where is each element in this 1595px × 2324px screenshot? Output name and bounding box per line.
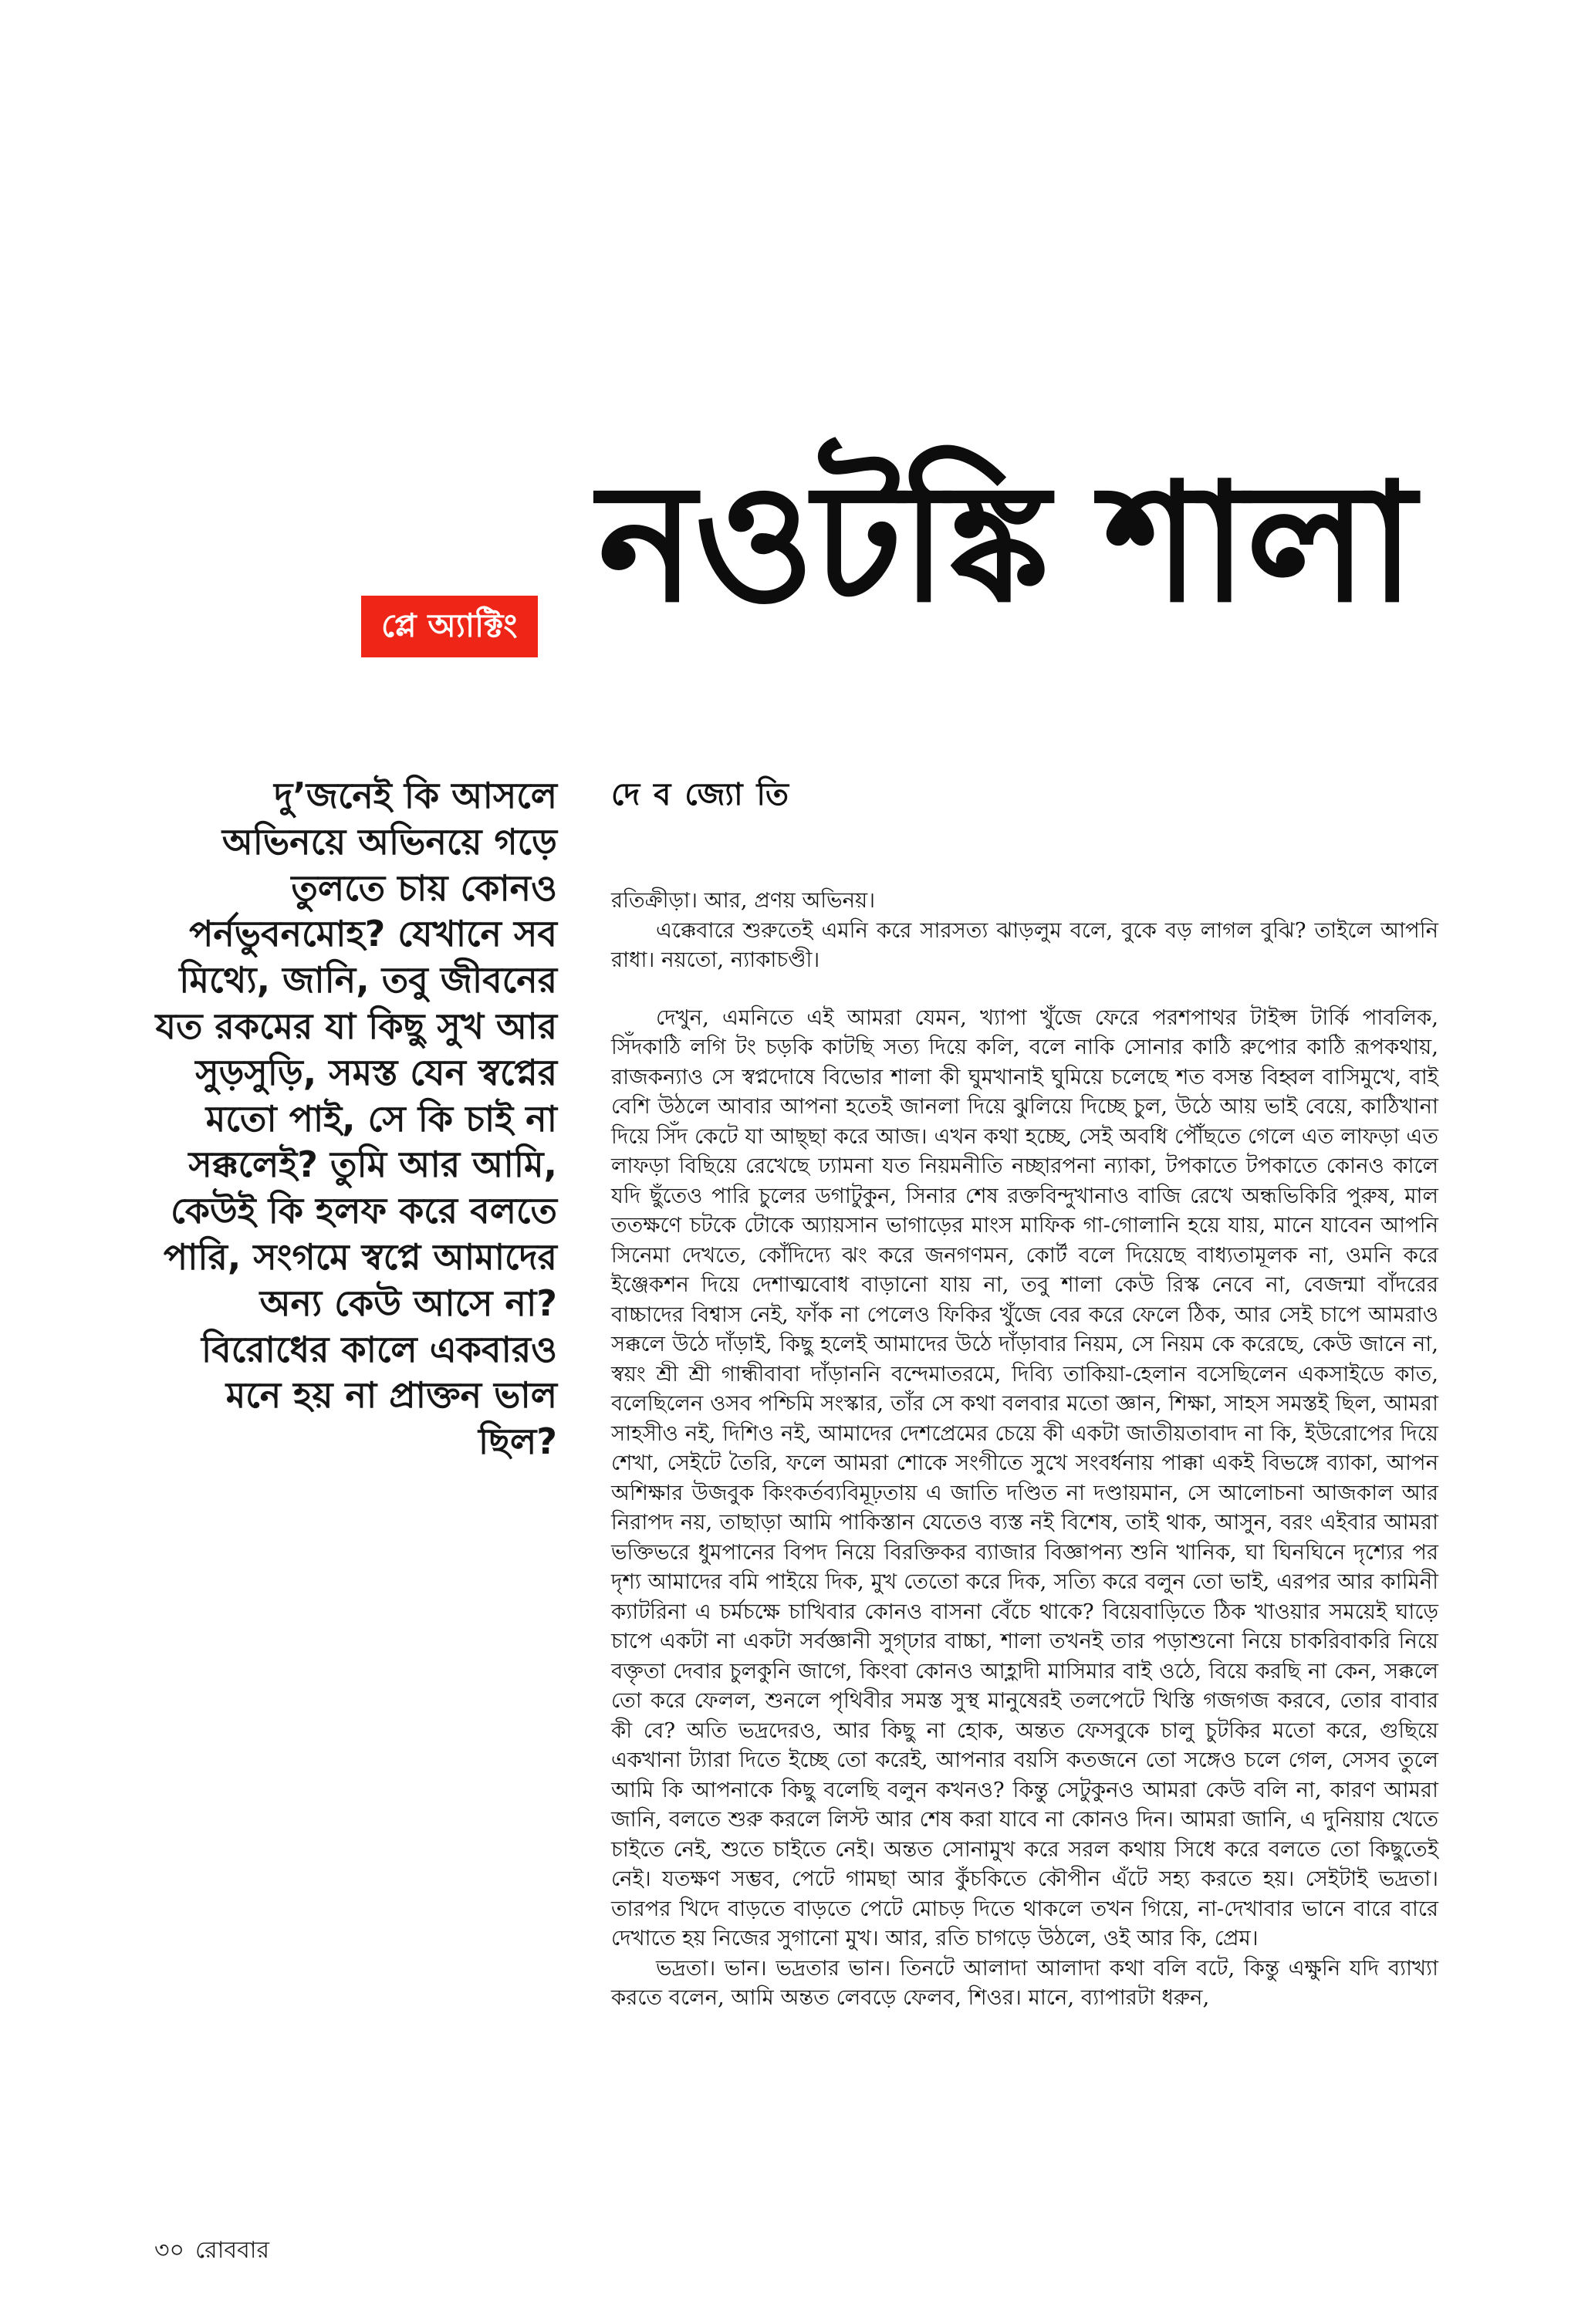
body-paragraph: এক্কেবারে শুরুতেই এমনি করে সারসত্য ঝাড়লুম বলে, বুকে বড় লাগল বুঝি? তাইলে আপনি রাধা। নয়তো, ন্যাকাচণ্ডী। [611,917,1438,972]
article-headline: নওটঙ্কি শালা [598,448,1414,638]
pull-quote: দু’জনেই কি আসলে অভিনয়ে অভিনয়ে গড়ে তুলতে চায় কোনও পর্নভুবনমোহ? যেখানে সব মিথ্যে, জানি, তবু জীবনের যত রকমের যা কিছু সুখ আর সুড়সুড়ি, সমস্ত যেন স্বপ্নের মতো পাই, সে কি চাই না সক্কলেই? তুমি আর আমি, কেউই কি হলফ করে বলতে পারি, সংগমে স্বপ্নে আমাদের অন্য কেউ আসে না? বিরোধের কালে একবারও মনে হয় না প্রাক্তন ভাল ছিল? [155,775,557,1463]
body-paragraph: ভদ্রতা। ভান। ভদ্রতার ভান। তিনটে আলাদা আলাদা কথা বলি বটে, কিন্তু এক্ষুনি যদি ব্যাখ্যা করতে বলেন, আমি অন্তত লেবড়ে ফেলব, শিওর। মানে, ব্যাপারটা ধরুন, [611,1955,1438,2010]
magazine-title: রোববার [195,2237,269,2264]
page-folio [154,2231,269,2271]
body-paragraph: রতিক্রীড়া। আর, প্রণয় অভিনয়। [611,888,876,913]
page-number: ৩০ [154,2237,185,2264]
author-byline: দে ব জ্যো তি [611,777,790,812]
body-paragraph: দেখুন, এমনিতে এই আমরা যেমন, খ্যাপা খুঁজে ফেরে পরশপাথর টাইপ্স টার্কি পাবলিক, সিঁদকাঠি লগি টং চড়কি কাটছি সত্য দিয়ে কলি, বলে নাকি সোনার কাঠি রুপোর কাঠি রূপকথায়, রাজকন্যাও সে স্বপ্নদোষে বিভোর শালা কী ঘুমখানাই ঘুমিয়ে চলেছে শত বসন্ত বিহ্বল বাসিমুখে, বাই বেশি উঠলে আবার আপনা হতেই জানলা দিয়ে ঝুলিয়ে দিচ্ছে চুল, উঠে আয় ভাই বেয়ে, কাঠিখানা দিয়ে সিঁদ কেটে যা আছ্ছা করে আজ। এখন কথা হচ্ছে, সেই অবধি পৌঁছতে গেলে এত লাফড়া এত লাফড়া বিছিয়ে রেখেছে ঢ্যামনা যত নিয়মনীতি নচ্ছারপনা ন্যাকা, টপকাতে টপকাতে কোনও কালে যদি ছুঁতেও পারি চুলের ডগাটুকুন, সিনার শেষ রক্তবিন্দুখানাও বাজি রেখে অন্ধভিকিরি পুরুষ, মাল ততক্ষণে চটকে টোকে অ্যায়সান ভাগাড়ের মাংস মাফিক গা-গোলানি হয়ে যায়, মানে যাবেন আপনি সিনেমা দেখতে, কোঁদিদ্যে ঝং করে জনগণমন, কোর্ট বলে দিয়েছে বাধ্যতামূলক না, ওমনি করে ইঞ্জেকশন দিয়ে দেশাত্মবোধ বাড়ানো যায় না, তবু শালা কেউ রিস্ক নেবে না, বেজন্মা বাঁদরের বাচ্চাদের বিশ্বাস নেই, ফাঁক না পেলেও ফিকির খুঁজে বের করে ফেলে ঠিক, আর সেই চাপে আমরাও সক্কলে উঠে দাঁড়াই, কিছু হলেই আমাদের উঠে দাঁড়াবার নিয়ম, সে নিয়ম কে করেছে, কেউ জানে না, স্বয়ং শ্রী শ্রী গান্ধীবাবা দাঁড়াননি বন্দেমাতরমে, দিব্যি তাকিয়া-হেলান বসেছিলেন একসাইডে কাত, বলেছিলেন ওসব পশ্চিমি সংস্কার, তাঁর সে কথা বলবার মতো জ্ঞান, শিক্ষা, সাহস সমস্তই ছিল, আমরা সাহসীও নই, দিশিও নই, আমাদের দেশপ্রেমের চেয়ে কী একটা জাতীয়তাবাদ না কি, ইউরোপের দিয়ে শেখা, সেইটে তৈরি, ফলে আমরা শোকে সংগীতে সুখে সংবর্ধনায় পাক্কা একই বিভঙ্গে ব্যাকা, আপন অশিক্ষার উজবুক কিংকর্তব্যবিমূঢ়তায় এ জাতি দণ্ডিত না দণ্ডায়মান, সে আলোচনা আজকাল আর নিরাপদ নয়, তাছাড়া আমি পাকিস্তান যেতেও ব্যস্ত নই বিশেষ, তাই থাক, আসুন, বরং এইবার আমরা ভক্তিভরে ধুমপানের বিপদ নিয়ে বিরক্তিকর ব্যাজার বিজ্ঞাপন্য শুনি খানিক, ঘা ঘিনঘিনে দৃশ্যের পর দৃশ্য আমাদের বমি পাইয়ে দিক, মুখ তেতো করে দিক, সত্যি করে বলুন তো ভাই, এরপর আর কামিনী ক্যাটরিনা এ চর্মচক্ষে চাখিবার কোনও বাসনা বেঁচে থাকে? বিয়েবাড়িতে ঠিক খাওয়ার সময়েই ঘাড়ে চাপে একটা না একটা সর্বজ্ঞানী সুগ্ঢার বাচ্চা, শালা তখনই তার পড়াশুনো নিয়ে চাকরিবাকরি নিয়ে বক্তৃতা দেবার চুলকুনি জাগে, কিংবা কোনও আহ্লাদী মাসিমার বাই ওঠে, বিয়ে করছি না কেন, সক্কলে তো করে ফেলল, শুনলে পৃথিবীর সমস্ত সুস্থ মানুষেরই তলপেটে খিস্তি গজগজ করবে, তোর বাবার কী বে? অতি ভদ্রদেরও, আর কিছু না হোক, অন্তত ফেসবুকে চালু চুটকির মতো করে, গুছিয়ে একখানা ট্যারা দিতে ইচ্ছে তো করেই, আপনার বয়সি কতজনে তো সঙ্গেও চলে গেল, সেসব তুলে আমি কি আপনাকে কিছু বলেছি বলুন কখনও? কিন্তু সেটুকুনও আমরা কেউ বলি না, কারণ আমরা জানি, বলতে শুরু করলে লিস্ট আর শেষ করা যাবে না কোনও দিন। আমরা জানি, এ দুনিয়ায় খেতে চাইতে নেই, শুতে চাইতে নেই। অন্তত সোনামুখ করে সরল কথায় সিধে করে বলতে তো কিছুতেই নেই। যতক্ষণ সম্ভব, পেটে গামছা আর কুঁচকিতে কৌপীন এঁটে সহ্য করতে হয়। সেইটাই ভদ্রতা। তারপর খিদে বাড়তে বাড়তে পেটে মোচড় দিতে থাকলে তখন গিয়ে, না-দেখাবার ভানে বারে বারে দেখাতে হয় নিজের সুগানো মুখ। আর, রতি চাগড়ে উঠলে, ওই আর কি, প্রেম। [611,1005,1438,1951]
kicker-label: প্লে অ্যাক্টিং [361,596,538,657]
article-body [611,886,1438,2013]
